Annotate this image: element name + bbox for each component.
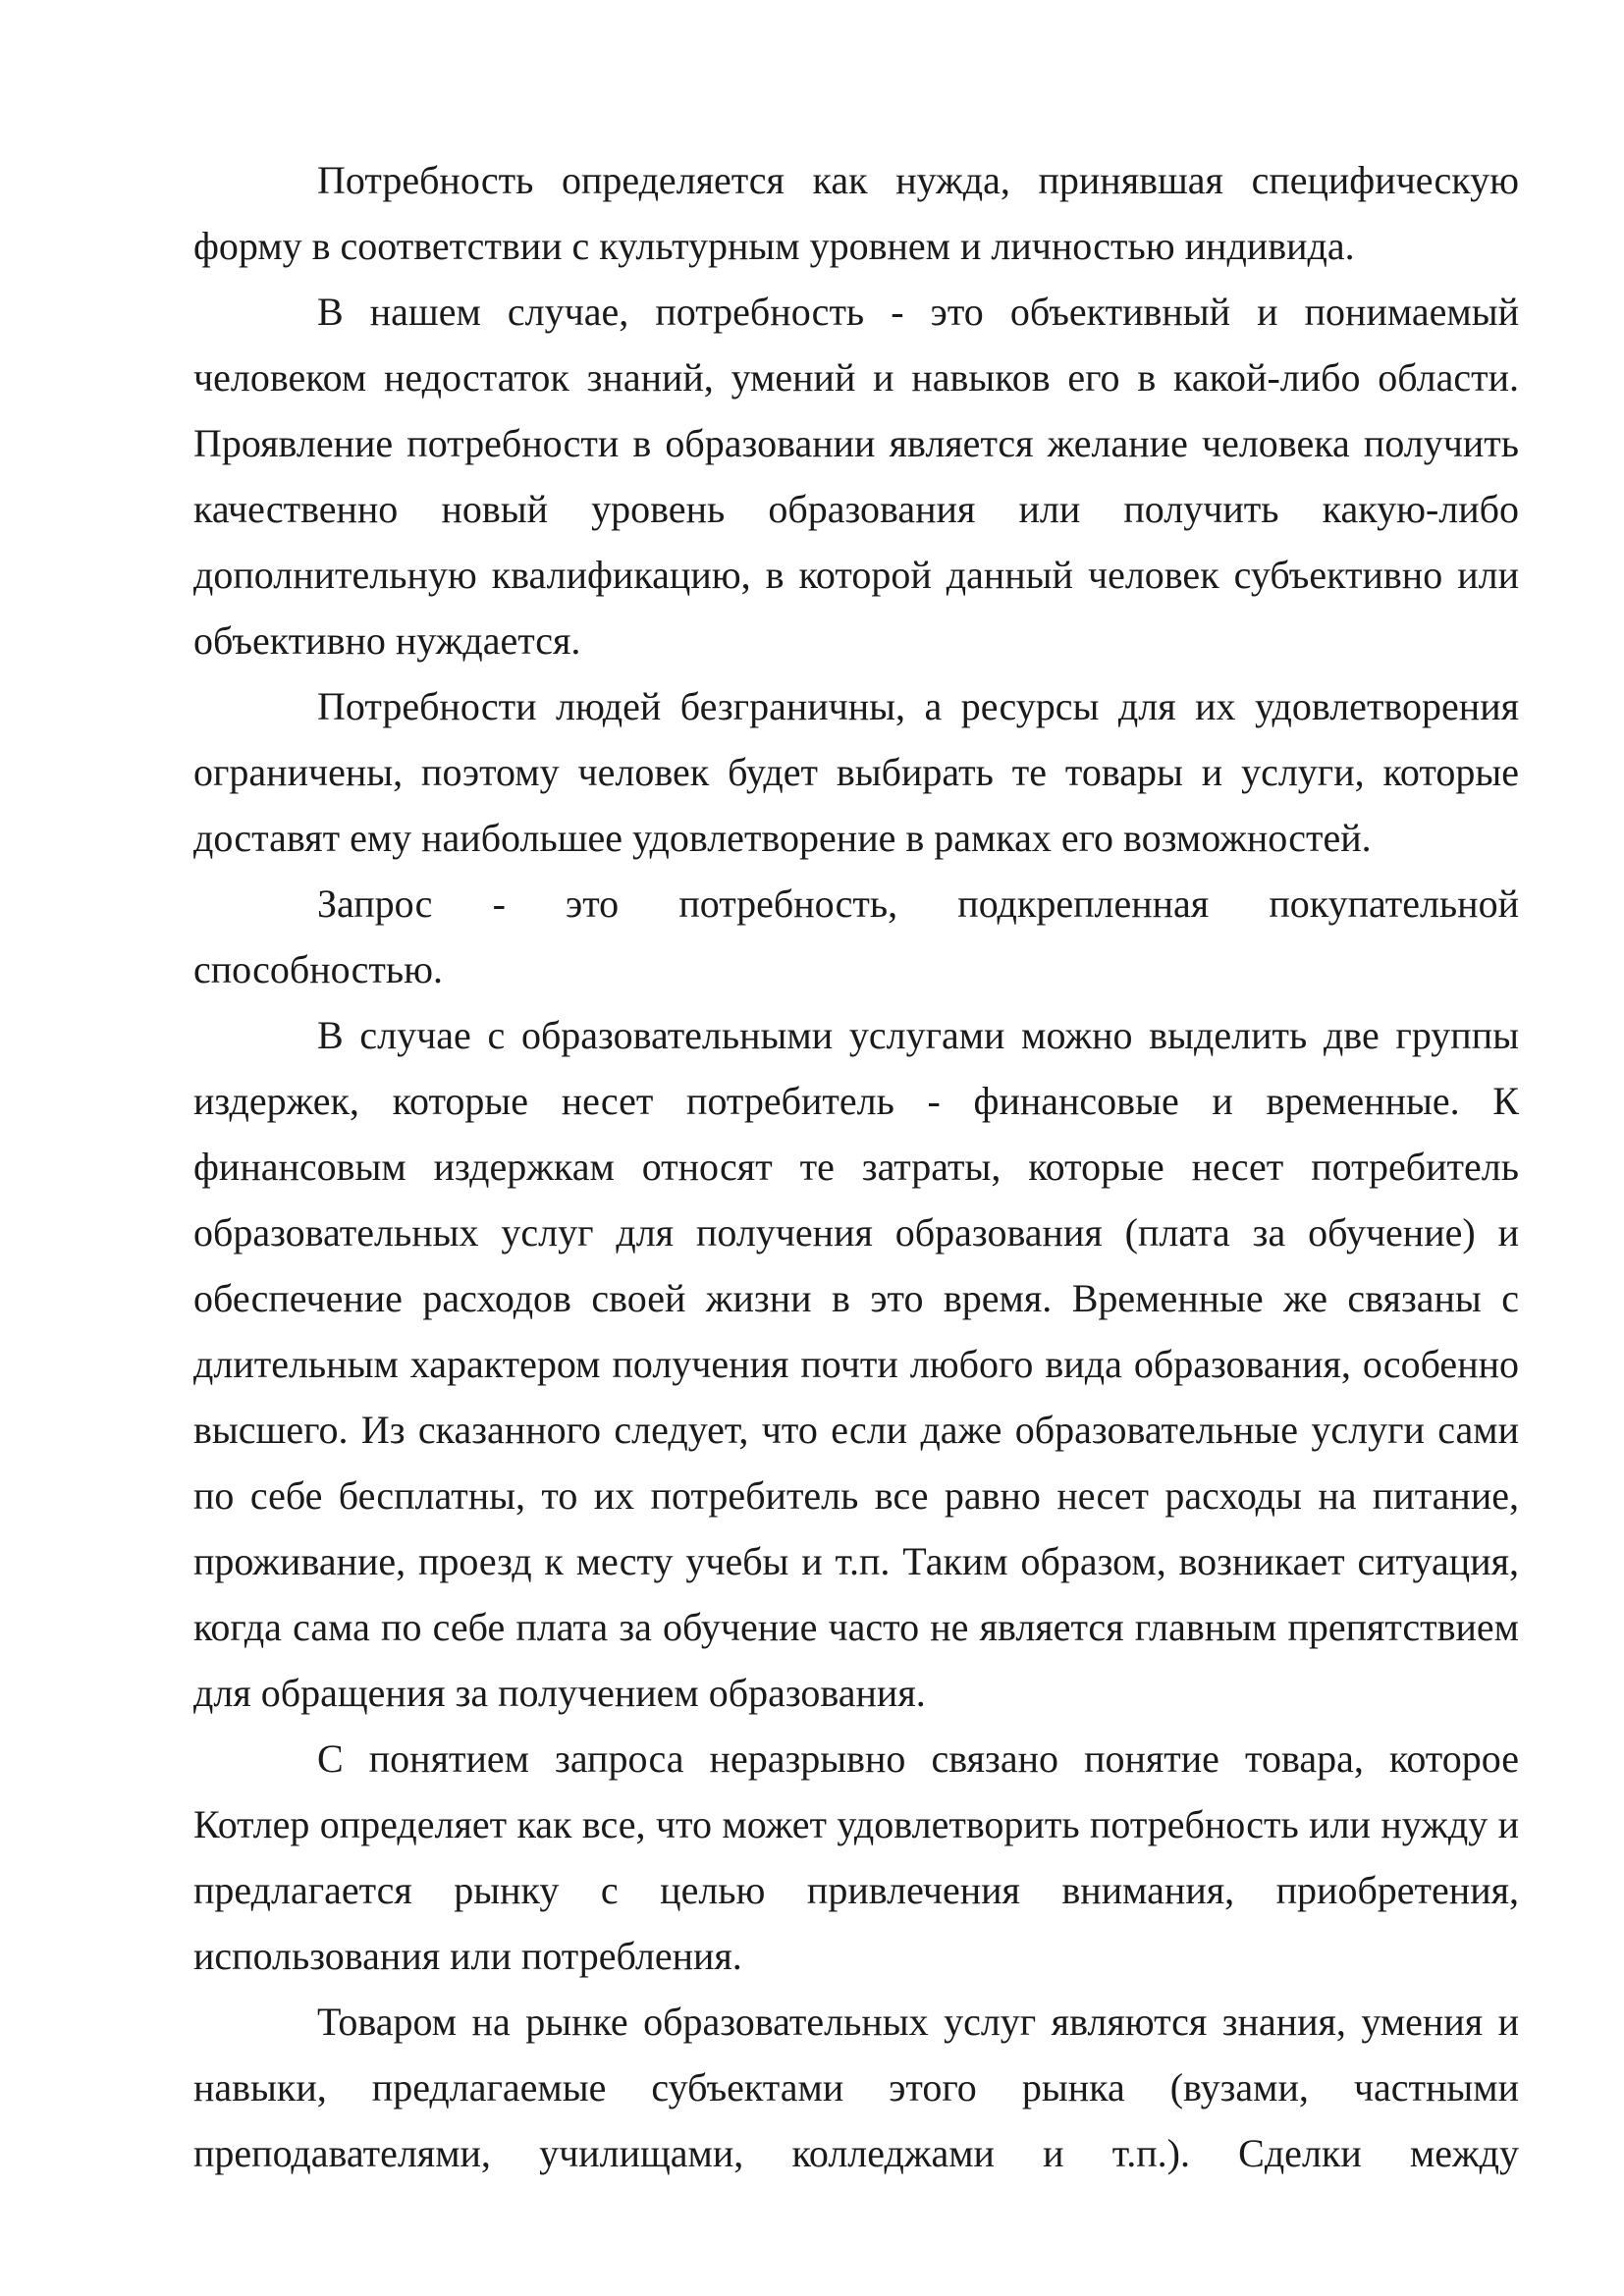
- paragraph-need-definition: Потребность определяется как нужда, принявшая специфическую форму в соответствии с культурным уровнем и личностью индивида.: [193, 158, 1519, 268]
- paragraph-limited-resources: Потребности людей безграничны, а ресурсы для их удовлетворения ограничены, поэтому человек будет выбирать те товары и услуги, которые доставят ему наибольшее удовлетворение в рамках его возможностей.: [193, 684, 1519, 860]
- paragraph-consumer-costs: В случае с образовательными услугами можно выделить две группы издержек, которые несет потребитель - финансовые и временные. К финансовым издержкам относят те затраты, которые несет потребитель образовательных услуг для получения образования (плата за обучение) и обеспечение расходов своей жизни в это время. Временные же связаны с длительным характером получения почти любого вида образования, особенно высшего. Из сказанного следует, что если даже образовательные услуги сами по себе бесплатны, то их потребитель все равно несет расходы на питание, проживание, проезд к месту учебы и т.п. Таким образом, возникает ситуация, когда сама по себе плата за обучение часто не является главным препятствием для обращения за получением образования.: [193, 1013, 1519, 1715]
- paragraph-education-product: Товаром на рынке образовательных услуг являются знания, умения и навыки, предлагаемые субъектами этого рынка (вузами, частными преподавателями, училищами, колледжами и т.п.). Сделки между: [193, 2000, 1519, 2175]
- paragraph-product-definition: С понятием запроса неразрывно связано понятие товара, которое Котлер определяет как все, что может удовлетворить потребность или нужду и предлагается рынку с целью привлечения внимания, приобретения, использования или потребления.: [193, 1736, 1519, 1978]
- paragraph-education-need: В нашем случае, потребность - это объективный и понимаемый человеком недостаток знаний, умений и навыков его в какой-либо области. Проявление потребности в образовании является желание человека получить качественно новый уровень образования или получить какую-либо дополнительную квалификацию, в которой данный человек субъективно или объективно нуждается.: [193, 290, 1519, 663]
- document-page: [193, 147, 1519, 2186]
- paragraph-demand-definition: Запрос - это потребность, подкрепленная покупательной способностью.: [193, 881, 1519, 991]
